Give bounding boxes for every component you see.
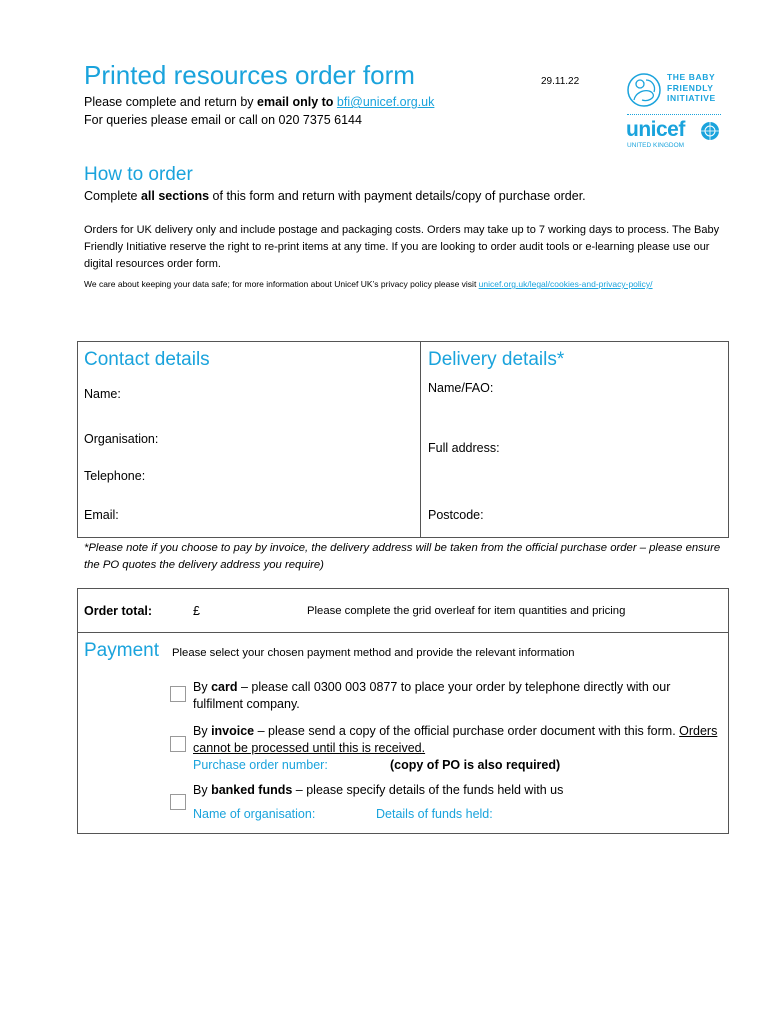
funds-details-field[interactable]: Details of funds held: bbox=[376, 807, 493, 821]
order-total-label: Order total: bbox=[84, 604, 153, 618]
payment-instruction: Please select your chosen payment method and provide the relevant information bbox=[172, 647, 575, 659]
privacy-note: We care about keeping your data safe; for more information about Unicef UK’s privacy policy please visit unicef.org.uk/legal/cookies-and-privacy-policy/ bbox=[84, 279, 653, 289]
unicef-globe-icon bbox=[700, 121, 720, 141]
queries-line: For queries please email or call on 020 7375 6144 bbox=[84, 113, 362, 127]
logo-divider bbox=[627, 114, 721, 115]
unicef-logo: unicef bbox=[626, 118, 685, 141]
contact-name-field[interactable]: Name: bbox=[84, 387, 121, 401]
delivery-name-field[interactable]: Name/FAO: bbox=[428, 381, 494, 395]
form-date: 29.11.22 bbox=[541, 76, 580, 87]
contact-telephone-field[interactable]: Telephone: bbox=[84, 469, 146, 483]
baby-friendly-logo-icon bbox=[626, 72, 662, 108]
pay-by-banked-funds-text: By banked funds – please specify details of the funds held with us bbox=[193, 783, 564, 797]
box-divider bbox=[420, 341, 421, 537]
how-to-order-heading: How to order bbox=[84, 164, 193, 185]
po-number-field[interactable]: Purchase order number: bbox=[193, 758, 328, 772]
po-required-note: (copy of PO is also required) bbox=[390, 758, 561, 772]
pay-by-invoice-text: By invoice – please send a copy of the official purchase order document with this form. Orders cannot be processed until this is received. bbox=[193, 724, 718, 755]
contact-details-heading: Contact details bbox=[84, 349, 210, 370]
order-payment-divider bbox=[77, 632, 728, 633]
organisation-name-field[interactable]: Name of organisation: bbox=[193, 807, 316, 821]
payment-heading: Payment bbox=[84, 640, 159, 661]
contact-email-field[interactable]: Email: bbox=[84, 508, 119, 522]
pay-by-card-checkbox[interactable] bbox=[170, 686, 186, 702]
pay-by-banked-funds-checkbox[interactable] bbox=[170, 794, 186, 810]
delivery-postcode-field[interactable]: Postcode: bbox=[428, 508, 484, 522]
pay-by-invoice-checkbox[interactable] bbox=[170, 736, 186, 752]
unicef-logo-sub: UNITED KINGDOM bbox=[627, 142, 685, 149]
delivery-address-field[interactable]: Full address: bbox=[428, 441, 500, 455]
pay-by-card-text: By card – please call 0300 003 0877 to place your order by telephone directly with our fulfilment company. bbox=[193, 680, 671, 711]
invoice-delivery-note: *Please note if you choose to pay by invoice, the delivery address will be taken from the official purchase order – please ensure the PO quotes the delivery address you require) bbox=[84, 542, 721, 571]
page-title: Printed resources order form bbox=[84, 60, 415, 90]
bfi-logo-text: THE BABY FRIENDLY INITIATIVE bbox=[667, 72, 716, 103]
privacy-link[interactable]: unicef.org.uk/legal/cookies-and-privacy-policy/ bbox=[478, 279, 653, 289]
order-info-paragraph: Orders for UK delivery only and include postage and packaging costs. Orders may take up to 7 working days to process. The Baby Friendly Initiative reserve the right to re-print items at any time. If you are looking to order audit tools or e-learning please use our digital resources order form. bbox=[84, 224, 720, 270]
delivery-details-heading: Delivery details* bbox=[428, 349, 565, 370]
order-total-currency[interactable]: £ bbox=[193, 604, 200, 618]
email-link[interactable]: bfi@unicef.org.uk bbox=[336, 95, 435, 109]
grid-overleaf-note: Please complete the grid overleaf for item quantities and pricing bbox=[307, 605, 626, 617]
return-instructions: Please complete and return by email only to bfi@unicef.org.uk bbox=[84, 95, 435, 109]
contact-organisation-field[interactable]: Organisation: bbox=[84, 432, 159, 446]
how-to-order-intro: Complete all sections of this form and return with payment details/copy of purchase order. bbox=[84, 189, 586, 203]
